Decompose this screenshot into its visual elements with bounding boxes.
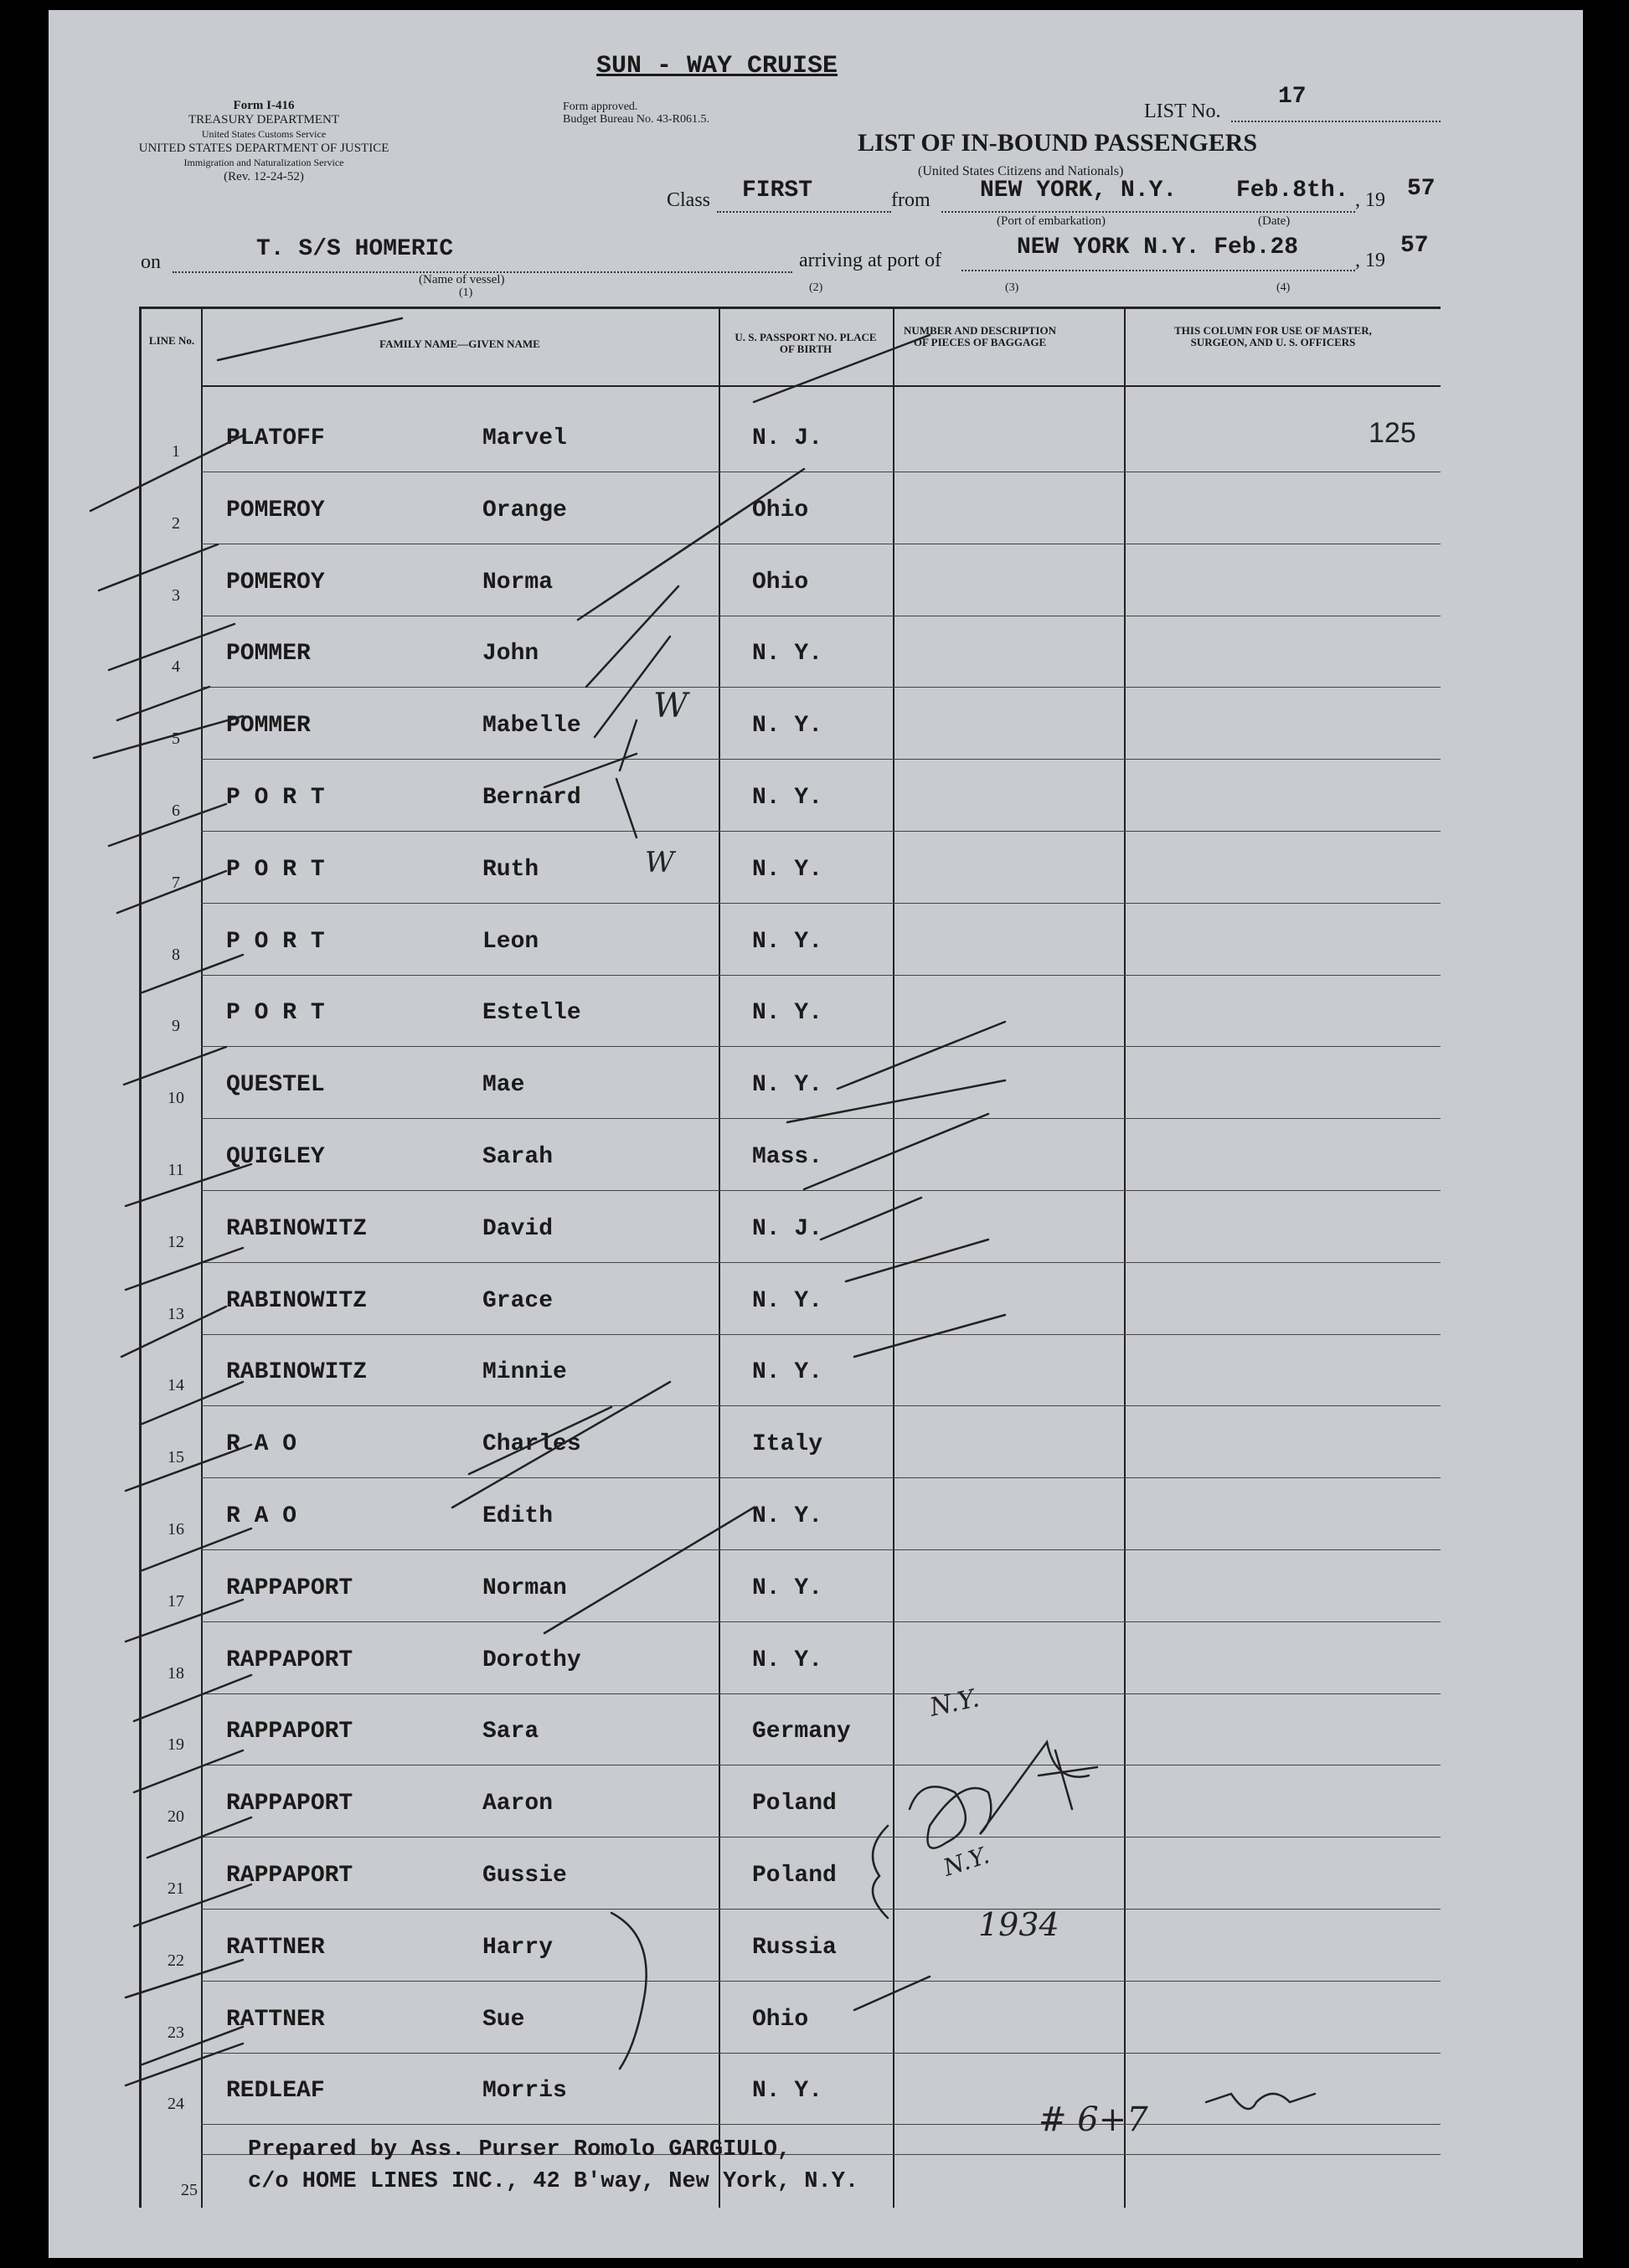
place-of-birth: Poland [752, 1791, 837, 1817]
given-name: Norma [482, 569, 554, 595]
family-name: RABINOWITZ [226, 1359, 368, 1386]
cruise-title: SUN - WAY CRUISE [596, 52, 838, 80]
revision: (Rev. 12-24-52) [224, 170, 304, 183]
place-of-birth: Ohio [752, 2006, 809, 2033]
place-of-birth: Italy [752, 1431, 823, 1458]
line-number-25: 25 [181, 2181, 198, 2199]
given-name: David [482, 1215, 554, 1242]
place-of-birth: N. Y. [752, 713, 823, 740]
line-number: 3 [172, 585, 180, 605]
place-of-birth: N. Y. [752, 1359, 823, 1386]
given-name: Mabelle [482, 713, 581, 740]
from-port: NEW YORK, N.Y. [980, 178, 1178, 204]
family-name: REDLEAF [226, 2078, 325, 2105]
family-name: RATTNER [226, 1934, 325, 1961]
family-name: P O R T [226, 928, 325, 955]
place-of-birth: N. Y. [752, 641, 823, 668]
class-label: Class [667, 189, 711, 211]
family-name: RABINOWITZ [226, 1215, 368, 1242]
family-name: PLATOFF [226, 425, 325, 451]
place-of-birth: N. Y. [752, 1503, 823, 1529]
family-name: POMMER [226, 641, 311, 668]
family-name: R A O [226, 1503, 297, 1529]
line-number: 24 [168, 2095, 184, 2114]
given-name: John [482, 641, 539, 668]
given-name: Estelle [482, 1000, 581, 1027]
line-number: 7 [172, 873, 180, 892]
given-name: Sara [482, 1719, 539, 1745]
line-number: 17 [168, 1591, 184, 1611]
port-emb-caption: (Port of embarkation) [997, 214, 1106, 228]
vessel-name: T. S/S HOMERIC [256, 236, 454, 262]
justice-dept: UNITED STATES DEPARTMENT OF JUSTICE [138, 142, 389, 155]
list-subtitle: (United States Citizens and Nationals) [918, 164, 1124, 178]
hand-year-note: 1934 [978, 1906, 1059, 1943]
place-of-birth: Mass. [752, 1144, 823, 1170]
header-baggage: NUMBER AND DESCRIPTION OF PIECES OF BAGGAGE [903, 324, 1057, 348]
hand-w-2: W [645, 846, 674, 879]
treasury-dept: TREASURY DEPARTMENT [188, 113, 340, 126]
place-of-birth: N. Y. [752, 928, 823, 955]
line-number: 14 [168, 1376, 184, 1395]
vessel-caption: (Name of vessel) [419, 273, 505, 286]
from-year-prefix: , 19 [1355, 189, 1385, 211]
place-of-birth: Ohio [752, 569, 809, 595]
family-name: RABINOWITZ [226, 1287, 368, 1314]
given-name: Sarah [482, 1144, 554, 1170]
given-name: Ruth [482, 856, 539, 883]
hand-ny-bottom: N.Y. [940, 1841, 993, 1882]
place-of-birth: N. Y. [752, 785, 823, 811]
hand-ref-note: # 6+7 [1039, 2100, 1148, 2139]
line-number: 20 [168, 1807, 184, 1827]
family-name: POMEROY [226, 569, 325, 595]
place-of-birth: Germany [752, 1719, 851, 1745]
line-number: 10 [168, 1089, 184, 1108]
header-name: FAMILY NAME—GIVEN NAME [379, 338, 540, 350]
place-of-birth: Poland [752, 1863, 837, 1889]
given-name: Norman [482, 1575, 567, 1601]
family-name: P O R T [226, 1000, 325, 1027]
place-of-birth: N. Y. [752, 1287, 823, 1314]
officer-number: 125 [1369, 417, 1416, 449]
from-year: 57 [1407, 176, 1436, 202]
place-of-birth: N. J. [752, 425, 823, 451]
arrival-port: NEW YORK N.Y. Feb.28 [1017, 235, 1299, 260]
from-label: from [891, 189, 930, 211]
year-prefix-2: 19 [1365, 250, 1385, 271]
given-name: Bernard [482, 785, 581, 811]
given-name: Morris [482, 2078, 567, 2105]
approved-text: Form approved. [563, 101, 638, 113]
line-number: 5 [172, 729, 180, 749]
from-date: Feb.8th. [1236, 178, 1349, 204]
col2-caption: (2) [809, 281, 823, 294]
line-number: 19 [168, 1735, 184, 1755]
given-name: Sue [482, 2006, 525, 2033]
line-number: 16 [168, 1520, 184, 1539]
place-of-birth: N. Y. [752, 1072, 823, 1099]
given-name: Minnie [482, 1359, 567, 1386]
class-value: FIRST [742, 178, 813, 204]
given-name: Charles [482, 1431, 581, 1458]
family-name: QUIGLEY [226, 1144, 325, 1170]
family-name: RAPPAPORT [226, 1575, 353, 1601]
line-number: 6 [172, 802, 180, 820]
budget-text: Budget Bureau No. 43-R061.5. [563, 113, 709, 126]
place-of-birth: N. Y. [752, 1647, 823, 1673]
prepared-by-line1: Prepared by Ass. Purser Romolo GARGIULO, [248, 2137, 791, 2162]
given-name: Dorothy [482, 1647, 581, 1673]
year-prefix: 19 [1365, 189, 1385, 211]
family-name: RAPPAPORT [226, 1647, 353, 1673]
family-name: RAPPAPORT [226, 1791, 353, 1817]
arrival-year: 57 [1400, 233, 1429, 259]
line-number: 1 [172, 442, 180, 461]
place-of-birth: Russia [752, 1934, 837, 1961]
on-label: on [141, 251, 161, 273]
family-name: QUESTEL [226, 1072, 325, 1099]
line-number: 15 [168, 1448, 184, 1467]
given-name: Gussie [482, 1863, 567, 1889]
family-name: R A O [226, 1431, 297, 1458]
list-no-label: LIST No. [1144, 101, 1221, 122]
line-number: 11 [168, 1161, 184, 1179]
family-name: POMMER [226, 713, 311, 740]
line-number: 22 [168, 1951, 184, 1970]
arrival-year-prefix: , 19 [1355, 250, 1385, 271]
hand-w-1: W [653, 687, 688, 725]
family-name: RAPPAPORT [226, 1719, 353, 1745]
line-number: 9 [172, 1017, 180, 1036]
family-name: RAPPAPORT [226, 1863, 353, 1889]
col3-caption: (3) [1005, 281, 1019, 294]
line-number: 21 [168, 1879, 184, 1898]
line-number: 23 [168, 2023, 184, 2042]
line-number: 2 [172, 513, 180, 533]
ins-service: Immigration and Naturalization Service [183, 157, 344, 168]
arriving-label: arriving at port of [799, 250, 941, 271]
place-of-birth: N. Y. [752, 1575, 823, 1601]
hand-ny-top: N.Y. [927, 1683, 982, 1723]
line-number: 13 [168, 1304, 184, 1323]
place-of-birth: N. Y. [752, 2078, 823, 2105]
header-line-no: LINE No. [148, 334, 195, 347]
given-name: Marvel [482, 425, 567, 451]
header-officers: THIS COLUMN FOR USE OF MASTER, SURGEON, AND U. S. OFFICERS [1174, 324, 1372, 348]
line-number: 12 [168, 1232, 184, 1251]
customs-service: United States Customs Service [201, 128, 327, 140]
given-name: Orange [482, 497, 567, 523]
family-name: P O R T [226, 785, 325, 811]
date-caption: (Date) [1258, 214, 1291, 228]
list-no-value: 17 [1278, 84, 1307, 110]
list-title: LIST OF IN-BOUND PASSENGERS [858, 129, 1258, 157]
prepared-by-line2: c/o HOME LINES INC., 42 B'way, New York, N.Y. [248, 2169, 859, 2194]
family-name: POMEROY [226, 497, 325, 523]
place-of-birth: N. J. [752, 1215, 823, 1242]
col1-caption: (1) [459, 286, 473, 299]
family-name: RATTNER [226, 2006, 325, 2033]
family-name: P O R T [226, 856, 325, 883]
line-number: 4 [172, 657, 180, 677]
given-name: Leon [482, 928, 539, 955]
line-number: 18 [168, 1663, 184, 1683]
given-name: Harry [482, 1934, 554, 1961]
given-name: Aaron [482, 1791, 554, 1817]
form-number: Form I-416 [233, 99, 295, 112]
place-of-birth: Ohio [752, 497, 809, 523]
place-of-birth: N. Y. [752, 1000, 823, 1027]
header-passport: U. S. PASSPORT NO. PLACE OF BIRTH [735, 331, 877, 355]
place-of-birth: N. Y. [752, 856, 823, 883]
col4-caption: (4) [1276, 281, 1291, 294]
given-name: Grace [482, 1287, 554, 1314]
given-name: Edith [482, 1503, 554, 1529]
line-number: 8 [172, 945, 180, 964]
given-name: Mae [482, 1072, 525, 1099]
